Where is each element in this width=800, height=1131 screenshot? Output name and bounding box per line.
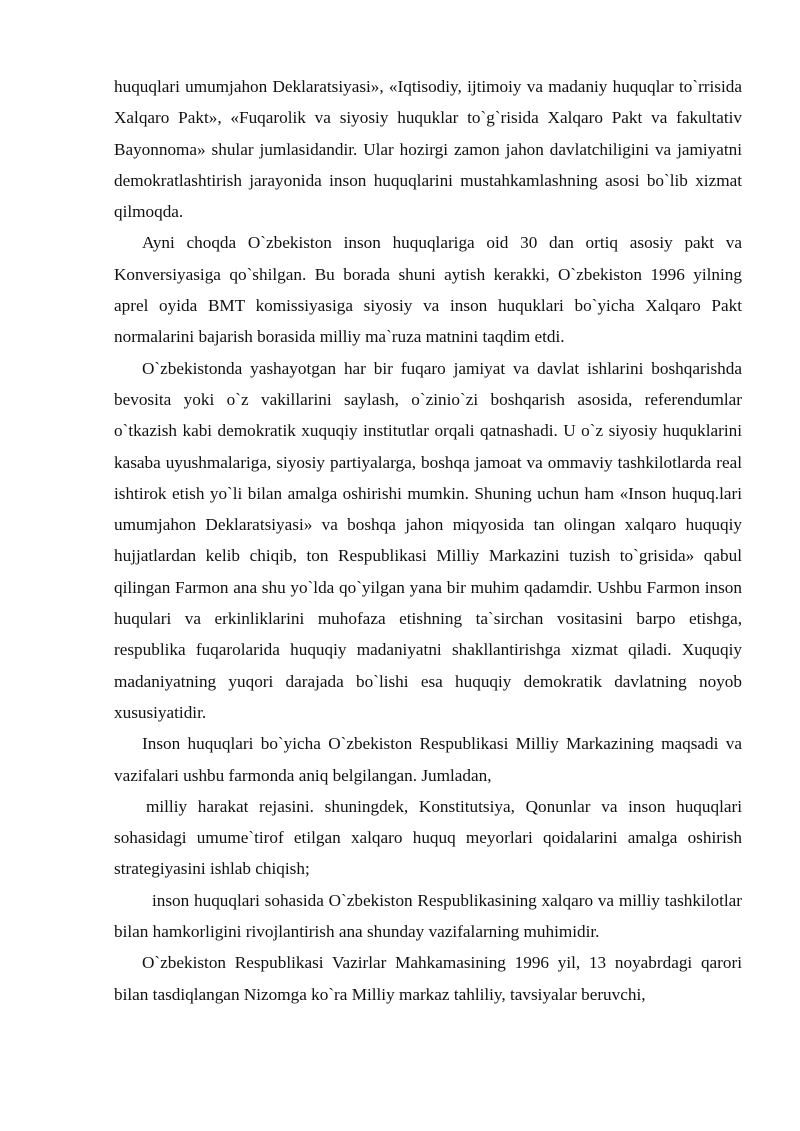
list-item-1: milliy harakat rejasini. shuningdek, Konstitutsiya, Qonunlar va inson huquqlari sohasidagi umume`tirof etilgan xalqaro huquq meyorlari qoidalarini amalga oshirish strategiyasini ishlab chiqish; [114, 796, 742, 879]
paragraph-5: O`zbekiston Respublikasi Vazirlar Mahkamasining 1996 yil, 13 noyabrdagi qarori bilan tasdiqlangan Nizomga ko`ra Milliy markaz tahliliy, tavsiyalar beruvchi, [114, 953, 742, 1004]
paragraph-2: Ayni choqda O`zbekiston inson huquqlariga oid 30 dan ortiq asosiy pakt va Konversiyasiga qo`shilgan. Bu borada shuni aytish kerakki, O`zbekiston 1996 yilning aprel oyida BMT komissiyasiga siyosiy va inson huquklari bo`yicha Xalqaro Pakt normalarini bajarish borasida milliy ma`ruza matnini taqdim etdi. [114, 233, 742, 347]
list-item-2: inson huquqlari sohasida O`zbekiston Respublikasining xalqaro va milliy tashkilotlar bilan hamkorligini rivojlantirish ana shunday vazifalarning muhimidir. [114, 890, 742, 942]
paragraph-4: Inson huquqlari bo`yicha O`zbekiston Respublikasi Milliy Markazining maqsadi va vazifalari ushbu farmonda aniq belgilangan. Jumladan, [114, 734, 742, 785]
paragraph-3: O`zbekistonda yashayotgan har bir fuqaro jamiyat va davlat ishlarini boshqarishda bevosita yoki o`z vakillarini saylash, o`zinio`zi boshqarish asosida, referendumlar o`tkazish kabi demokratik xuquqiy institutlar orqali qatnashadi. U o`z siyosiy huquklarini kasaba uyushmalariga, siyosiy partiyalarga, boshqa jamoat va ommaviy tashkilotlarda real ishtirok etish yo`li bilan amalga oshirishi mumkin. Shuning uchun ham «Inson huquq.lari umumjahon Deklaratsiyasi» va boshqa jahon miqyosida tan olingan xalqaro huquqiy hujjatlardan kelib chiqib, ton Respublikasi Milliy Markazini tuzish to`grisida» qabul qilingan Farmon ana shu yo`lda qo`yilgan yana bir muhim qadamdir. Ushbu Farmon inson huqulari va erkinliklarini muhofaza etishning ta`sirchan vositasini barpo etishga, respublika fuqarolarida huquqiy madaniyatni shakllantirishga xizmat qiladi. Xuquqiy madaniyatning yuqori darajada bo`lishi esa huquqiy demokratik davlatning noyob xususiyatidir. [114, 358, 742, 722]
paragraph-1: huquqlari umumjahon Deklaratsiyasi», «Iqtisodiy, ijtimoiy va madaniy huquqlar to`rrisida Xalqaro Pakt», «Fuqarolik va siyosiy huquklar to`g`risida Xalqaro Pakt va fakultativ Bayonnoma» shular jumlasidandir. Ular hozirgi zamon jahon davlatchiligini va jamiyatni demokratlashtirish jarayonida inson huquqlarini mustahkamlashning asosi bo`lib xizmat qilmoqda. [114, 77, 742, 222]
document-body [114, 71, 742, 1010]
